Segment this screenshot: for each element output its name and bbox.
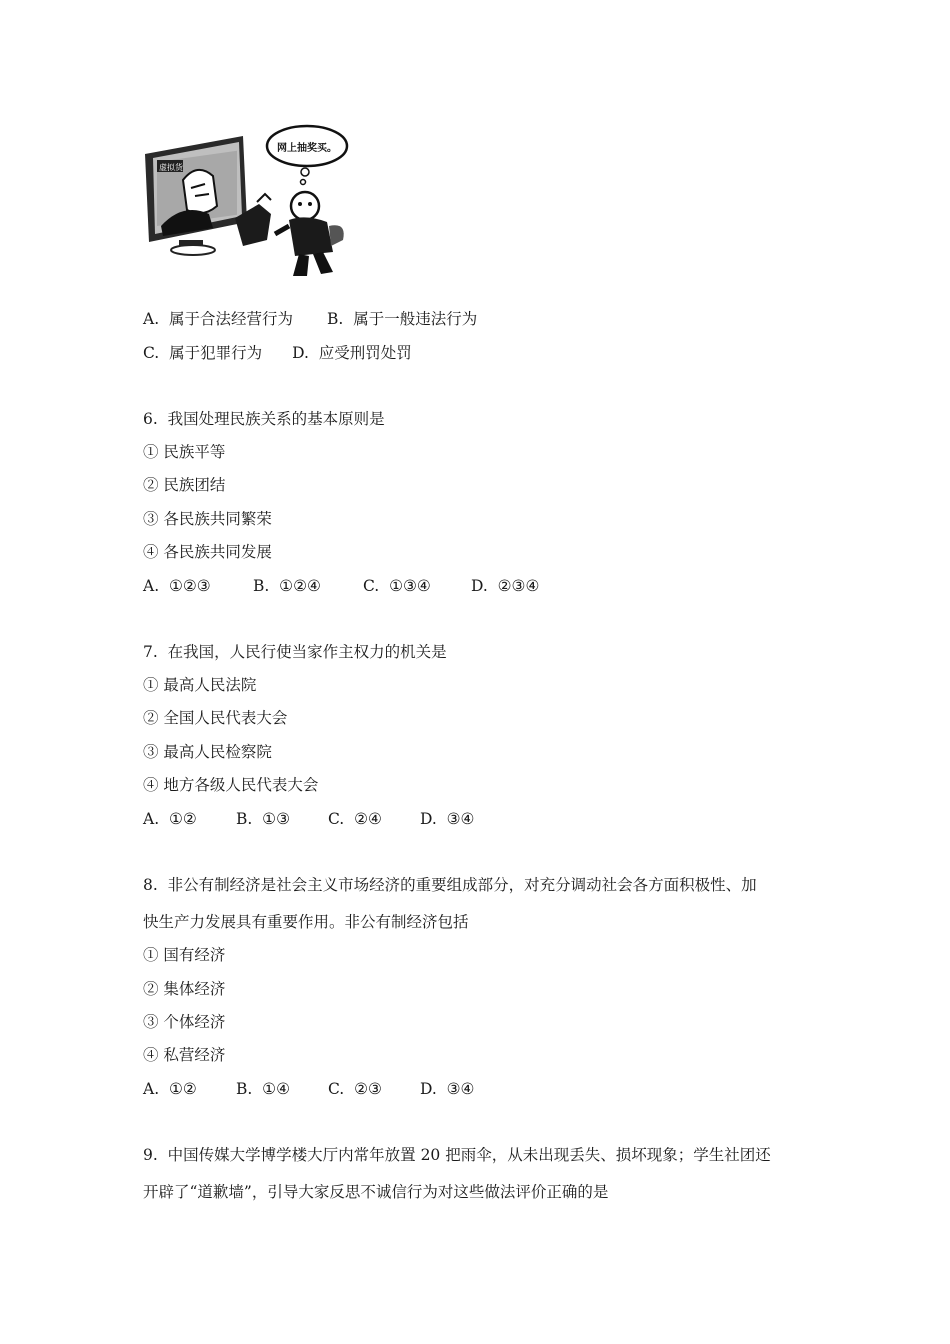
q8-item: ④ 私营经济 — [143, 1046, 226, 1064]
cartoon-illustration — [143, 122, 353, 280]
q5-option-c: C. 属于犯罪行为 — [143, 344, 263, 362]
q5-option-a: A. 属于合法经营行为 — [143, 310, 293, 328]
q6-stem: 6. 我国处理民族关系的基本原则是 — [143, 410, 385, 428]
q8-choices — [143, 1078, 474, 1100]
monitor-label: 虚拟货 — [159, 163, 183, 172]
q8-item: ③ 个体经济 — [143, 1013, 226, 1031]
q7-item: ① 最高人民法院 — [143, 676, 257, 694]
q7-item: ④ 地方各级人民代表大会 — [143, 776, 319, 794]
q7-stem: 7. 在我国，人民行使当家作主权力的机关是 — [143, 643, 447, 661]
q9-stem-line2: 开辟了“道歉墙”，引导大家反思不诚信行为对这些做法评价正确的是 — [143, 1183, 609, 1201]
q5-option-b: B. 属于一般违法行为 — [327, 310, 478, 328]
q8-choice-d: D. ③④ — [420, 1080, 475, 1098]
q7-item: ③ 最高人民检察院 — [143, 743, 272, 761]
q6-item: ② 民族团结 — [143, 476, 226, 494]
q7-choice-a: A. ①② — [143, 810, 197, 828]
q6-choice-b: B. ①②④ — [253, 577, 321, 595]
q8-choice-c: C. ②③ — [328, 1080, 382, 1098]
monitor-image — [145, 136, 247, 255]
q6-item: ① 民族平等 — [143, 443, 226, 461]
q8-item: ② 集体经济 — [143, 980, 226, 998]
q7-choice-b: B. ①③ — [236, 810, 290, 828]
q8-stem-line1: 8. 非公有制经济是社会主义市场经济的重要组成部分，对充分调动社会各方面积极性、加 — [143, 876, 757, 894]
q7-choices — [143, 808, 474, 830]
thought-bubble — [267, 126, 347, 185]
q9-stem-line1: 9. 中国传媒大学博学楼大厅内常年放置 20 把雨伞，从未出现丢失、损坏现象；学生社团还 — [143, 1146, 771, 1164]
q7-choice-d: D. ③④ — [420, 810, 475, 828]
q6-choice-c: C. ①③④ — [363, 577, 431, 595]
q8-stem-line2: 快生产力发展具有重要作用。非公有制经济包括 — [143, 913, 469, 931]
q7-choice-c: C. ②④ — [328, 810, 382, 828]
q6-choice-a: A. ①②③ — [143, 577, 211, 595]
q6-choice-d: D. ②③④ — [471, 577, 540, 595]
person-figure — [275, 192, 344, 276]
q7-item: ② 全国人民代表大会 — [143, 709, 288, 727]
q5-options-row2 — [143, 342, 412, 364]
q6-choices — [143, 575, 539, 597]
q8-choice-a: A. ①② — [143, 1080, 197, 1098]
q6-item: ③ 各民族共同繁荣 — [143, 510, 272, 528]
q5-option-d: D. 应受刑罚处罚 — [292, 344, 412, 362]
q8-choice-b: B. ①④ — [236, 1080, 290, 1098]
q6-item: ④ 各民族共同发展 — [143, 543, 272, 561]
q8-item: ① 国有经济 — [143, 946, 226, 964]
q5-options-row1 — [143, 308, 477, 330]
bubble-text: 网上抽奖买。 — [277, 143, 337, 154]
